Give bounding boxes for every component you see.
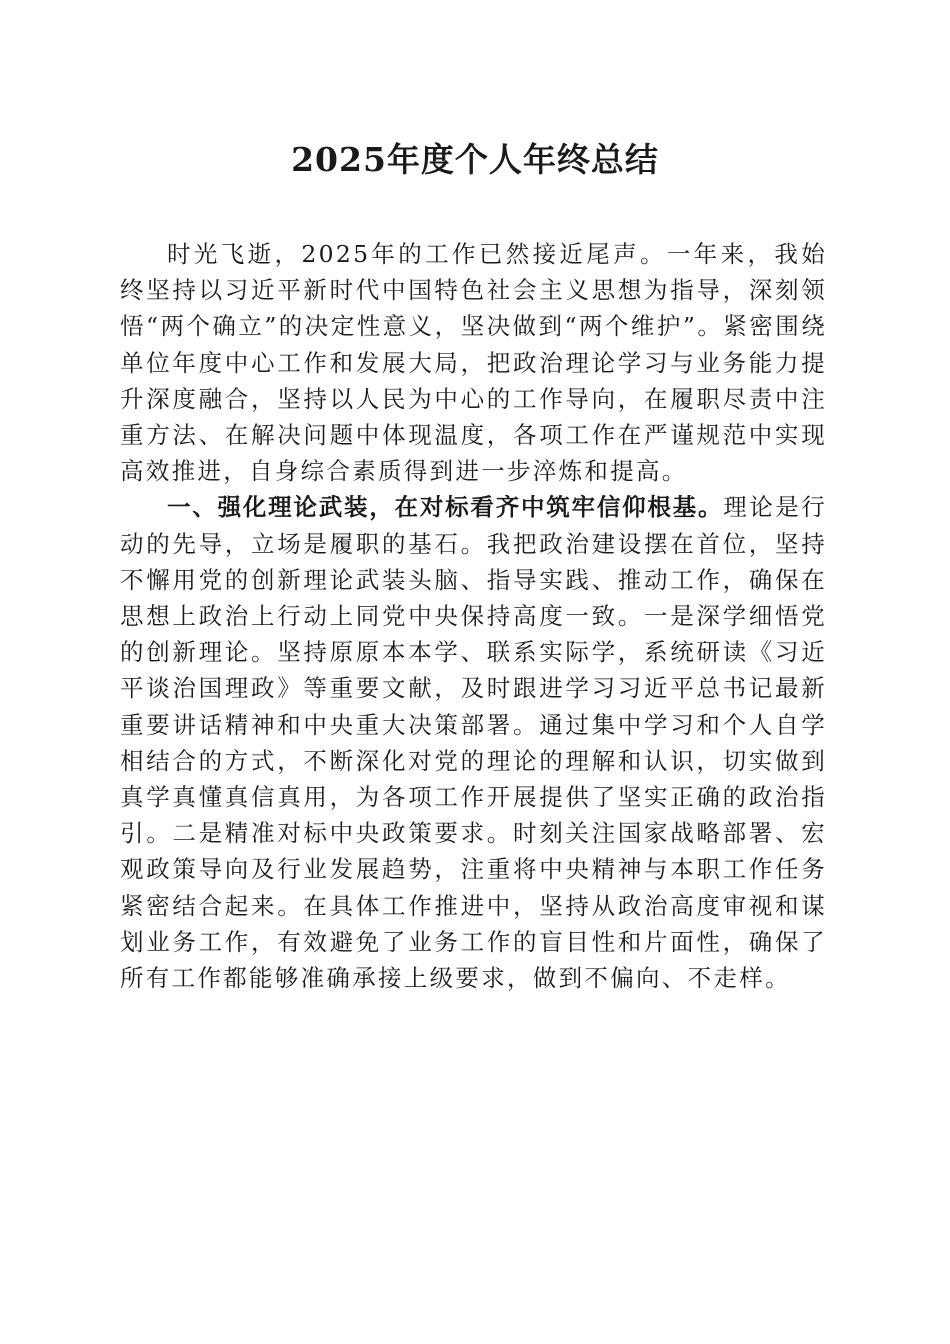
document-body [120,236,827,996]
intro-paragraph: 时光飞逝，2025年的工作已然接近尾声。一年来，我始终坚持以习近平新时代中国特色社会主义思想为指导，深刻领悟“两个确立”的决定性意义，坚决做到“两个维护”。紧密围绕单位年度中心工作和发展大局，把政治理论学习与业务能力提升深度融合，坚持以人民为中心的工作导向，在履职尽责中注重方法、在解决问题中体现温度，各项工作在严谨规范中实现高效推进，自身综合素质得到进一步淬炼和提高。 [120,240,827,486]
section-1-heading: 一、强化理论武装，在对标看齐中筑牢信仰根基。 [167,493,724,522]
section-1-paragraph [120,489,827,996]
document-title: 2025年度个人年终总结 [291,140,659,179]
section-1-body: 理论是行动的先导，立场是履职的基石。我把政治建设摆在首位，坚持不懈用党的创新理论武装头脑、指导实践、推动工作，确保在思想上政治上行动上同党中央保持高度一致。一是深学细悟党的创新理论。坚持原原本本学、联系实际学，系统研读《习近平谈治国理政》等重要文献，及时跟进学习习近平总书记最新重要讲话精神和中央重大决策部署。通过集中学习和个人自学相结合的方式，不断深化对党的理论的理解和认识，切实做到真学真懂真信真用，为各项工作开展提供了坚实正确的政治指引。二是精准对标中央政策要求。时刻关注国家战略部署、宏观政策导向及行业发展趋势，注重将中央精神与本职工作任务紧密结合起来。在具体工作推进中，坚持从政治高度审视和谋划业务工作，有效避免了业务工作的盲目性和片面性，确保了所有工作都能够准确承接上级要求，做到不偏向、不走样。 [120,493,828,993]
